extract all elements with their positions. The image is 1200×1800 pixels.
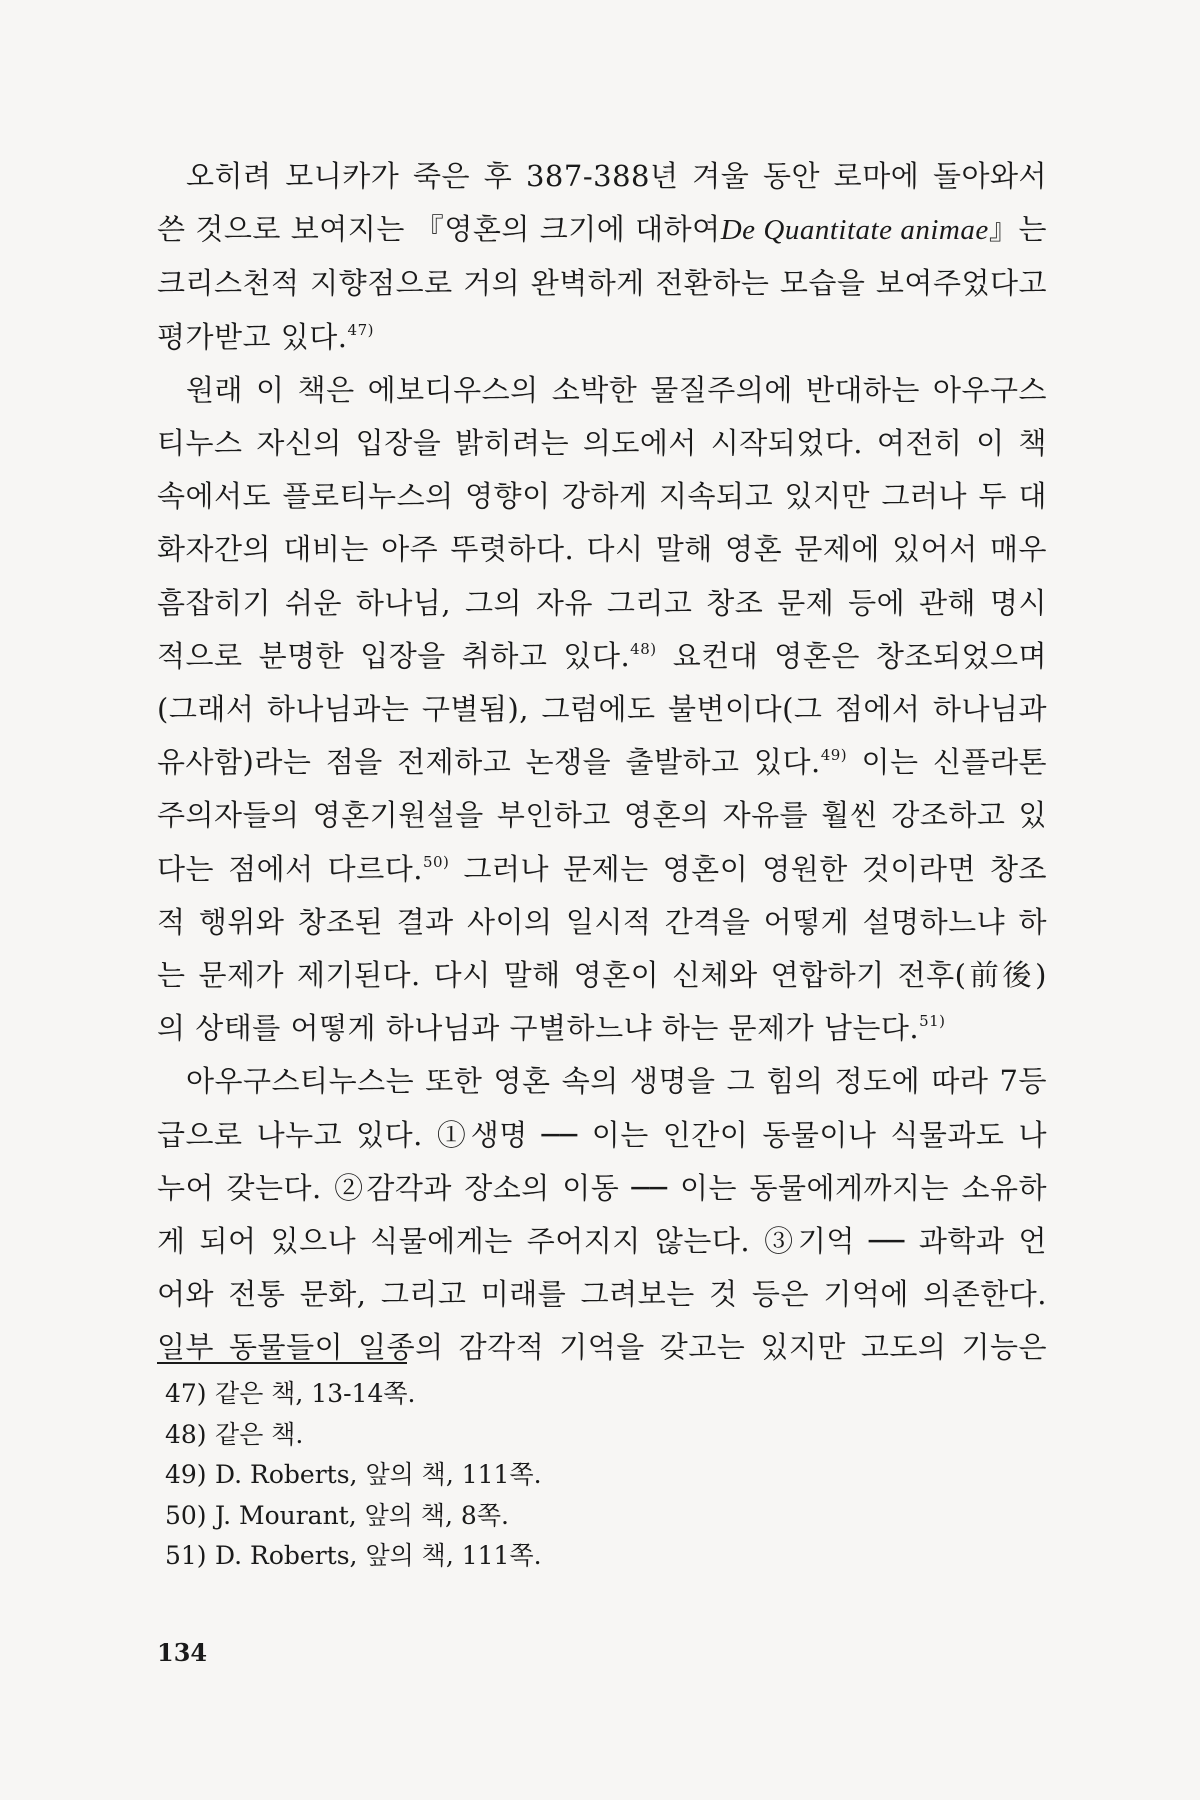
footnote-ref: 51)	[919, 1012, 946, 1031]
footnote-number: 48)	[165, 1419, 207, 1449]
footnote-ref: 49)	[820, 746, 848, 765]
text-line: 원래 이 책은 에보디우스의 소박한 물질주의에 반대하는 아우구스	[186, 372, 1047, 407]
footnote-number: 50)	[165, 1500, 207, 1530]
text-line: 는 문제가 제기된다. 다시 말해 영혼이 신체와 연합하기 전후(前後)	[157, 958, 1047, 993]
footnote-text: 같은 책.	[215, 1419, 304, 1449]
body-text	[157, 150, 1047, 1375]
footnote	[165, 1455, 865, 1496]
footnote-ref: 47)	[347, 320, 374, 339]
text-line: 누어 갖는다. ②감각과 장소의 이동 ── 이는 동물에게까지는 소유하	[157, 1170, 1047, 1205]
text-line: 속에서도 플로티누스의 영향이 강하게 지속되고 있지만 그러나 두 대	[157, 479, 1047, 514]
text-line: 화자간의 대비는 아주 뚜렷하다. 다시 말해 영혼 문제에 있어서 매우	[157, 532, 1047, 567]
text-line: 아우구스티누스는 또한 영혼 속의 생명을 그 힘의 정도에 따라 7등	[186, 1064, 1047, 1099]
footnotes	[165, 1374, 865, 1577]
footnote	[165, 1536, 865, 1577]
text-line: 다는 점에서 다르다.$^{50)}$ 그러나 문제는 영혼이 영원한 것이라면 창조	[157, 851, 1047, 886]
footnote-ref: 48)	[630, 639, 657, 658]
footnote	[165, 1415, 865, 1456]
footnote-number: 47)	[165, 1379, 207, 1408]
footnote-number: 51)	[165, 1541, 207, 1570]
text-line: 크리스천적 지향점으로 거의 완벽하게 전환하는 모습을 보여주었다고	[157, 266, 1047, 301]
footnote-text: D. Roberts, 앞의 책, 111쪽.	[215, 1541, 542, 1570]
text-line: 적 행위와 창조된 결과 사이의 일시적 간격을 어떻게 설명하느냐 하	[157, 904, 1047, 939]
text-line: 의 상태를 어떻게 하나님과 구별하느냐 하는 문제가 남는다.$^{51)}$	[157, 1011, 946, 1046]
text-line: 흠잡히기 쉬운 하나님, 그의 자유 그리고 창조 문제 등에 관해 명시	[157, 585, 1047, 620]
text-line: 급으로 나누고 있다. ①생명 ── 이는 인간이 동물이나 식물과도 나	[157, 1117, 1047, 1152]
text-line: 평가받고 있다.$^{47)}$	[157, 319, 374, 354]
footnote-text: J. Mourant, 앞의 책, 8쪽.	[215, 1500, 509, 1530]
page-number: 134	[157, 1638, 208, 1667]
text-line: 티누스 자신의 입장을 밝히려는 의도에서 시작되었다. 여전히 이 책	[157, 426, 1047, 461]
italic-title: De Quantitate animae	[720, 214, 989, 247]
footnote	[165, 1496, 865, 1537]
text-line: 게 되어 있으나 식물에게는 주어지지 않는다. ③기억 ── 과학과 언	[157, 1224, 1047, 1259]
footnote-number: 49)	[165, 1460, 207, 1489]
text-line: 유사함)라는 점을 전제하고 논쟁을 출발하고 있다.$^{49)}$ 이는 신플라톤	[157, 745, 1048, 780]
footnote-text: 같은 책, 13-14쪽.	[215, 1379, 416, 1408]
text-line: 어와 전통 문화, 그리고 미래를 그려보는 것 등은 기억에 의존한다.	[157, 1277, 1047, 1312]
text-line: 오히려 모니카가 죽은 후 387-388년 겨울 동안 로마에 돌아와서	[186, 159, 1047, 193]
text-line: 일부 동물들이 일종의 감각적 기억을 갖고는 있지만 고도의 기능은	[157, 1330, 1047, 1365]
text-line: 주의자들의 영혼기원설을 부인하고 영혼의 자유를 훨씬 강조하고 있	[157, 798, 1047, 833]
text-line: 적으로 분명한 입장을 취하고 있다.$^{48)}$ 요컨대 영혼은 창조되었으며	[157, 638, 1048, 673]
text-line: (그래서 하나님과는 구별됨), 그럼에도 불변이다(그 점에서 하나님과	[157, 692, 1047, 727]
footnote-ref: 50)	[422, 852, 450, 871]
text-line: 쓴 것으로 보여지는 『영혼의 크기에 대하여De Quantitate animae』는	[157, 212, 1047, 247]
footnote-divider	[157, 1362, 407, 1364]
footnote-text: D. Roberts, 앞의 책, 111쪽.	[215, 1460, 542, 1489]
footnote	[165, 1374, 865, 1415]
